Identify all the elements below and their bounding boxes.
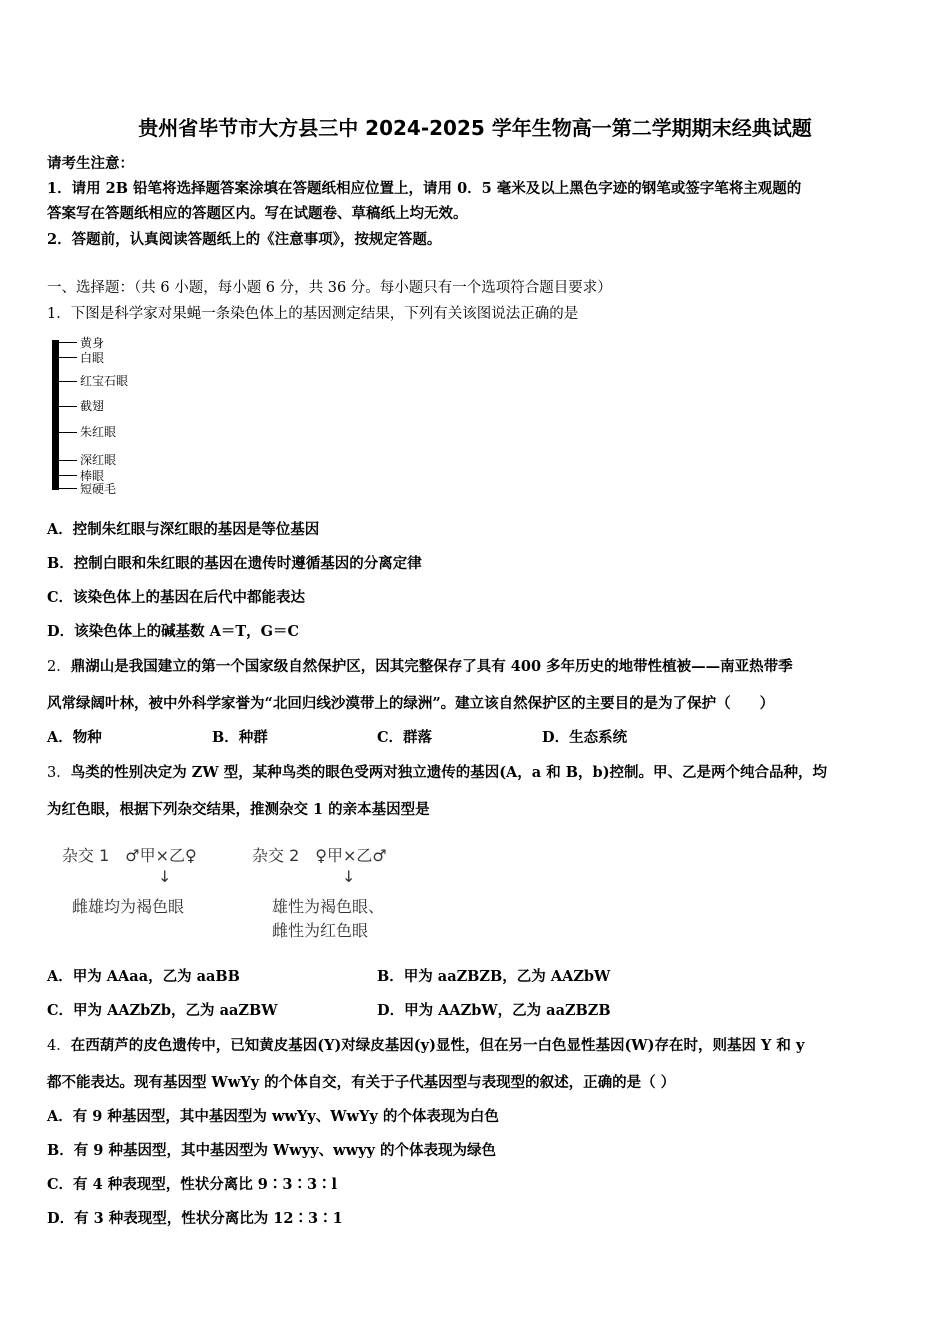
gene-label: 红宝石眼 [80,374,129,388]
q1-option-c: C．该染色体上的基因在后代中都能表达 [47,589,306,606]
notice-item-2: 2．答题前，认真阅读答题纸上的《注意事项》，按规定答题。 [47,231,442,248]
gene-tick [59,432,77,433]
question-text: 在西葫芦的皮色遗传中，已知黄皮基因(Y)对绿皮基因(y)显性，但在另一白色显性基因(W)存在时，则基因 Y 和 y [70,1037,805,1054]
cross-2-parents: 杂交 2 ♀甲×乙♂ [252,846,387,865]
gene-label: 朱红眼 [80,425,117,439]
cross-1-result: 雌雄均为褐色眼 [72,897,185,916]
section-heading: 一、选择题：（共 6 小题，每小题 6 分，共 36 分。每小题只有一个选项符合题目要求） [47,280,612,296]
q1-option-b: B．控制白眼和朱红眼的基因在遗传时遵循基因的分离定律 [47,555,422,572]
gene-label: 棒眼 [80,469,105,483]
q2-option-b: B．种群 [212,729,268,746]
arrow-down-icon: ↓ [342,867,356,886]
gene-tick [59,488,77,489]
notice-heading: 请考生注意： [47,155,134,172]
question-3-line-1 [47,761,827,782]
q4-option-a: A．有 9 种基因型，其中基因型为 wwYy、WwYy 的个体表现为白色 [47,1108,499,1125]
notice-item-1-line-2: 答案写在答题纸相应的答题区内。写在试题卷、草稿纸上均无效。 [47,205,468,222]
gene-label: 深红眼 [80,453,117,467]
cross-2-result-line-2: 雌性为红色眼 [272,921,369,940]
question-number: 4． [47,1038,71,1054]
chromosome-bar [52,340,59,490]
question-number: 1． [47,306,71,322]
question-text: 鼎湖山是我国建立的第一个国家级自然保护区，因其完整保存了具有 400 多年历史的地带性植被——南亚热带季 [70,658,793,675]
cross-2-result-line-1: 雄性为褐色眼、 [272,897,385,916]
gene-tick [59,460,77,461]
q3-option-c: C．甲为 AAZbZb，乙为 aaZBW [47,1002,278,1019]
notice-item-1-line-1: 1．请用 2B 铅笔将选择题答案涂填在答题纸相应位置上，请用 0．5 毫米及以上黑色字迹的钢笔或签字笔将主观题的 [47,180,802,197]
gene-label: 白眼 [80,351,105,365]
page-title: 贵州省毕节市大方县三中 2024-2025 学年生物高一第二学期期末经典试题 [138,116,812,140]
q3-option-d: D．甲为 AAZbW，乙为 aaZBZB [377,1002,611,1019]
question-2-line-2: 风常绿阔叶林，被中外科学家誉为“北回归线沙漠带上的绿洲”。建立该自然保护区的主要目的是为了保护（ ） [47,695,775,712]
gene-label: 短硬毛 [80,482,117,496]
gene-label: 截翅 [80,399,105,413]
cross-1-parents: 杂交 1 ♂甲×乙♀ [62,846,197,865]
question-text: 鸟类的性别决定为 ZW 型，某种鸟类的眼色受两对独立遗传的基因(A，a 和 B，b)控制。甲、乙是两个纯合品种，均 [70,764,828,781]
question-number: 2． [47,659,71,675]
q4-option-b: B．有 9 种基因型，其中基因型为 Wwyy、wwyy 的个体表现为绿色 [47,1142,496,1159]
gene-tick [59,381,77,382]
question-4-line-2: 都不能表达。现有基因型 WwYy 的个体自交，有关于子代基因型与表现型的叙述，正确的是（ ） [47,1074,676,1091]
arrow-down-icon: ↓ [158,867,172,886]
q1-option-a: A．控制朱红眼与深红眼的基因是等位基因 [47,521,320,538]
question-2-line-1 [47,655,793,676]
q2-option-a: A．物种 [47,729,102,746]
q2-option-d: D．生态系统 [542,729,628,746]
gene-tick [59,342,77,343]
question-number: 3． [47,765,71,781]
gene-tick [59,357,77,358]
gene-label: 黄身 [80,336,105,350]
gene-tick [59,406,77,407]
q1-option-d: D．该染色体上的碱基数 A＝T，G＝C [47,623,300,640]
question-text: 下图是科学家对果蝇一条染色体上的基因测定结果，下列有关该图说法正确的是 [70,306,579,322]
q4-option-c: C．有 4 种表现型，性状分离比 9∶3∶3∶l [47,1176,338,1193]
gene-tick [59,475,77,476]
question-3-line-2: 为红色眼，根据下列杂交结果，推测杂交 1 的亲本基因型是 [47,801,430,818]
q3-option-a: A．甲为 AAaa，乙为 aaBB [47,968,240,985]
q4-option-d: D．有 3 种表现型，性状分离比为 12∶3∶1 [47,1210,343,1227]
q2-option-c: C．群落 [377,729,433,746]
chromosome-diagram [48,334,168,499]
question-4-line-1 [47,1034,804,1055]
question-1-stem [47,302,578,323]
q3-option-b: B．甲为 aaZBZB，乙为 AAZbW [377,968,611,985]
